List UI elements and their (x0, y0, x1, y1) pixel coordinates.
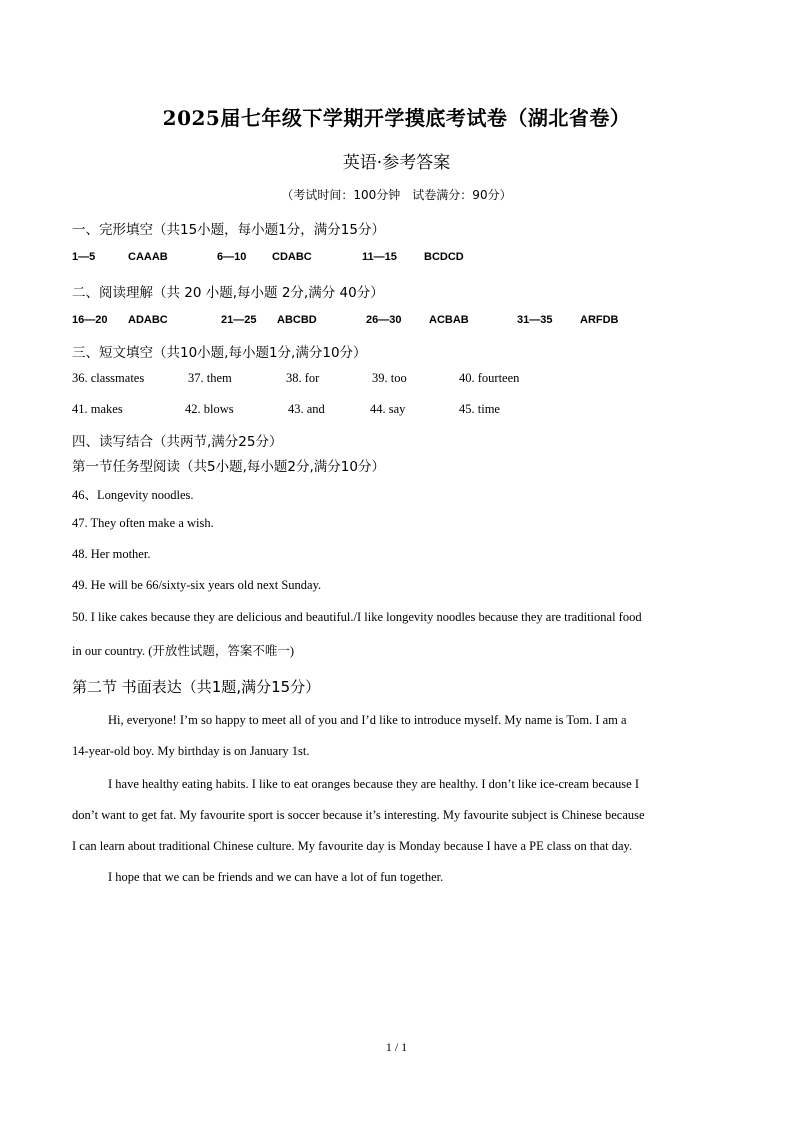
essay-line: Hi, everyone! I’m so happy to meet all of you and I’d like to introduce myself. My name is Tom. I am a (108, 713, 627, 727)
answer-range: 11—15 (362, 251, 397, 263)
page-subtitle: 英语·参考答案 (342, 153, 451, 173)
answer-key: ABCBD (277, 314, 317, 326)
task-answer: 50. I like cakes because they are delicious and beautiful./I like longevity noodles because they are traditional food (72, 610, 642, 624)
fill-answer: 41. makes (72, 402, 123, 416)
answer-key: ARFDB (580, 314, 619, 326)
fill-answer: 38. for (286, 371, 320, 385)
fill-answer: 40. fourteen (459, 371, 520, 385)
fill-answer: 37. them (188, 371, 232, 385)
section4-heading: 四、读写结合（共两节,满分25分） (72, 434, 283, 450)
page-number: 1 / 1 (385, 1040, 408, 1054)
answer-key: CDABC (272, 251, 312, 263)
answer-range: 6—10 (217, 251, 247, 263)
answer-range: 31—35 (517, 314, 553, 326)
fill-answer: 43. and (288, 402, 325, 416)
fill-answer: 39. too (372, 371, 407, 385)
exam-info: （考试时间：100分钟 试卷满分：90分） (281, 188, 512, 202)
essay-line: I can learn about traditional Chinese culture. My favourite day is Monday because I have a PE class on that day. (72, 839, 633, 853)
essay-line: 14-year-old boy. My birthday is on January 1st. (72, 744, 310, 758)
section2-heading: 二、阅读理解（共 20 小题,每小题 2分,满分 40分） (72, 285, 384, 301)
section4-part1-heading: 第一节任务型阅读（共5小题,每小题2分,满分10分） (72, 459, 385, 475)
fill-answer: 44. say (370, 402, 406, 416)
task-answer: 47. They often make a wish. (72, 516, 214, 530)
task-answer: 48. Her mother. (72, 547, 151, 561)
essay-line: I hope that we can be friends and we can have a lot of fun together. (108, 870, 444, 884)
section4-part2-heading: 第二节 书面表达（共1题,满分15分） (72, 678, 321, 696)
answer-key: CAAAB (128, 251, 168, 263)
section1-heading: 一、完形填空（共15小题，每小题1分，满分15分） (72, 222, 385, 238)
answer-key: ADABC (128, 314, 168, 326)
section3-heading: 三、短文填空（共10小题,每小题1分,满分10分） (72, 345, 367, 361)
task-answer: 49. He will be 66/sixty-six years old next Sunday. (72, 578, 322, 592)
essay-line: I have healthy eating habits. I like to eat oranges because they are healthy. I don’t like ice-cream because I (108, 777, 640, 791)
task-answer: 46、Longevity noodles. (72, 488, 194, 502)
fill-answer: 42. blows (185, 402, 234, 416)
essay-line: don’t want to get fat. My favourite sport is soccer because it’s interesting. My favourite subject is Chinese because (72, 808, 645, 822)
answer-range: 16—20 (72, 314, 108, 326)
task-answer-continued: in our country. (开放性试题，答案不唯一) (72, 644, 295, 658)
page-title: 2025届七年级下学期开学摸底考试卷（湖北省卷） (162, 106, 631, 130)
fill-answer: 45. time (459, 402, 500, 416)
answer-key: ACBAB (429, 314, 469, 326)
answer-key: BCDCD (424, 251, 464, 263)
answer-range: 1—5 (72, 251, 96, 263)
answer-range: 26—30 (366, 314, 402, 326)
answer-range: 21—25 (221, 314, 257, 326)
fill-answer: 36. classmates (72, 371, 145, 385)
